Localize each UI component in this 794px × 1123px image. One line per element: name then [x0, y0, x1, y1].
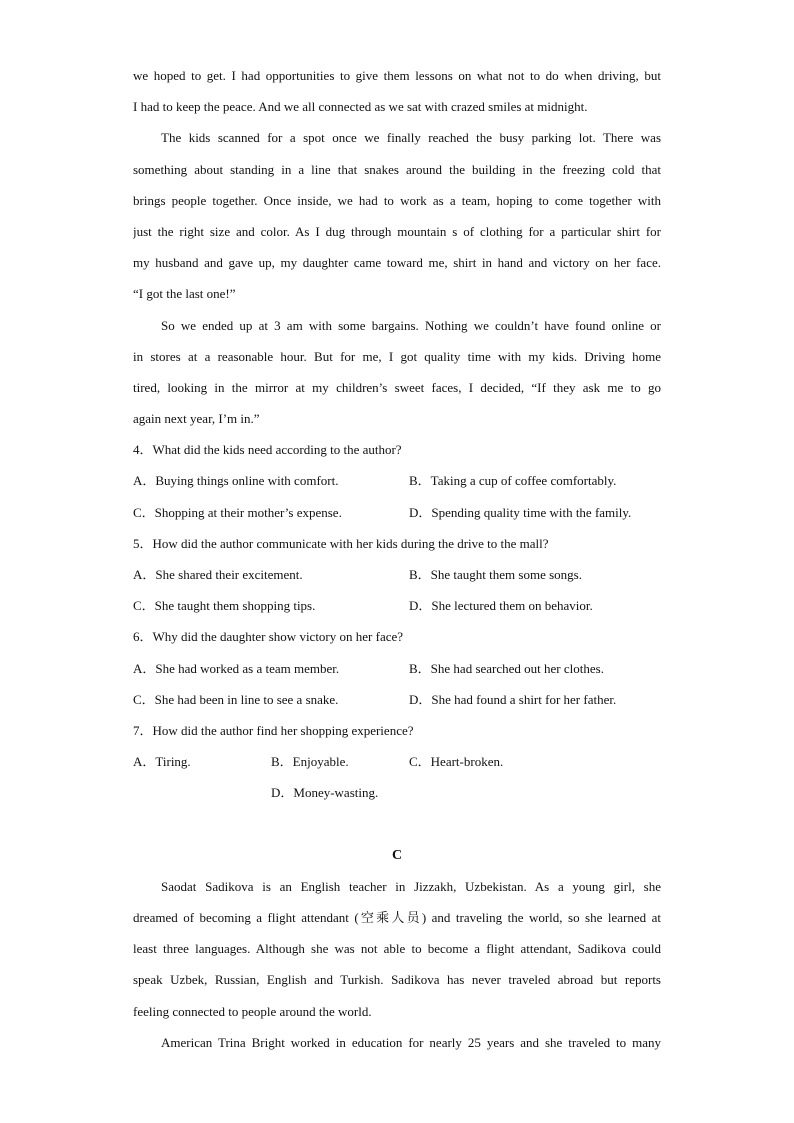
option-row [133, 590, 661, 621]
text-line: just the right size and color. As I dug through mountain s of clothing for a particular shirt for [133, 223, 661, 239]
option-a: A．She had worked as a team member. [133, 660, 340, 676]
question-stem: 7．How did the author find her shopping experience? [133, 722, 414, 738]
text-line: in stores at a reasonable hour. But for me, I got quality time with my kids. Driving home [133, 348, 661, 364]
option-b: B．She taught them some songs. [409, 567, 582, 582]
text-line: my husband and gave up, my daughter came toward me, shirt in hand and victory on her face. [133, 255, 661, 271]
text-line: American Trina Bright worked in education for nearly 25 years and she traveled to many [161, 1034, 661, 1050]
question-4 [133, 434, 661, 528]
text-line: I had to keep the peace. And we all connected as we sat with crazed smiles at midnight. [133, 99, 588, 115]
question-stem: 6．Why did the daughter show victory on her face? [133, 629, 404, 645]
option-a: A．She shared their excitement. [133, 567, 303, 582]
option-c: C．She had been in line to see a snake. [133, 691, 339, 707]
passage-c-paragraph-2 [133, 1027, 661, 1058]
option-row [133, 653, 661, 684]
section-title: C [391, 847, 403, 863]
option-b: B．Enjoyable. [271, 754, 349, 770]
text-line: “I got the last one!” [133, 286, 236, 302]
question-6 [133, 621, 661, 715]
option-b: B．She had searched out her clothes. [409, 660, 604, 676]
question-5 [133, 528, 661, 622]
text-line: least three languages. Although she was not able to become a flight attendant, Sadikova could [133, 941, 661, 957]
text-line: speak Uzbek, Russian, English and Turkish. Sadikova has never traveled abroad but reports [133, 972, 661, 988]
question-stem: 5．How did the author communicate with her kids during the drive to the mall? [133, 535, 549, 551]
text-line: again next year, I’m in.” [133, 411, 260, 427]
text-line: dreamed of becoming a flight attendant (空乘人员) and traveling the world, so she learned at [133, 910, 661, 926]
question-stem: 4．What did the kids need according to the author? [133, 442, 402, 458]
passage-b-paragraph-1 [133, 60, 661, 122]
option-c: C．Heart-broken. [409, 754, 504, 770]
text-line: brings people together. Once inside, we had to work as a team, hoping to come together with [133, 192, 661, 208]
text-line: Saodat Sadikova is an English teacher in Jizzakh, Uzbekistan. As a young girl, she [161, 878, 661, 894]
option-row [133, 777, 661, 808]
passage-c-paragraph-1 [133, 871, 661, 1027]
passage-b-paragraph-2 [133, 122, 661, 309]
option-row [133, 465, 661, 496]
passage-b-paragraph-3 [133, 310, 661, 435]
option-a: A．Tiring. [133, 754, 191, 770]
document-page [133, 60, 661, 1058]
text-line: So we ended up at 3 am with some bargains. Nothing we couldn’t have found online or [161, 317, 661, 333]
option-c: C．She taught them shopping tips. [133, 598, 316, 614]
option-a: A．Buying things online with comfort. [133, 473, 339, 489]
option-d: D．She lectured them on behavior. [409, 598, 593, 614]
option-row [133, 684, 661, 715]
text-line: we hoped to get. I had opportunities to give them lessons on what not to do when driving, but [133, 68, 661, 83]
option-b: B．Taking a cup of coffee comfortably. [409, 473, 617, 489]
option-d: D．She had found a shirt for her father. [409, 691, 617, 707]
option-d: D．Money-wasting. [271, 785, 379, 801]
text-line: The kids scanned for a spot once we finally reached the busy parking lot. There was [161, 130, 661, 146]
option-c: C．Shopping at their mother’s expense. [133, 504, 342, 520]
text-line: something about standing in a line that snakes around the building in the freezing cold that [133, 161, 661, 177]
question-7 [133, 715, 661, 809]
option-d: D．Spending quality time with the family. [409, 504, 632, 520]
option-row [133, 559, 661, 590]
text-line: feeling connected to people around the world. [133, 1003, 372, 1019]
text-line: tired, looking in the mirror at my children’s sweet faces, I decided, “If they ask me to go [133, 379, 661, 395]
option-row [133, 746, 661, 777]
option-row [133, 497, 661, 528]
